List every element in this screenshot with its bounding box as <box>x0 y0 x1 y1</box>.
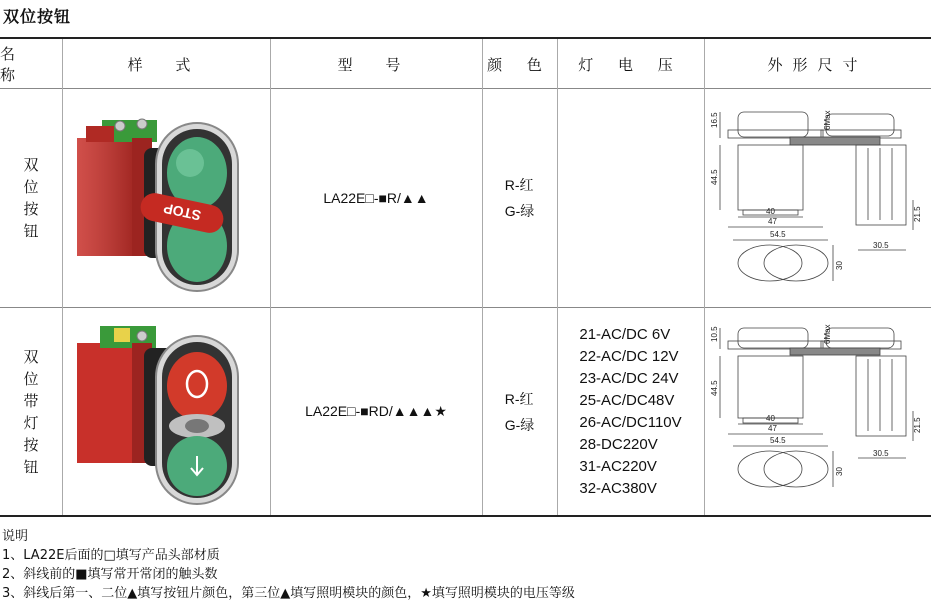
dim-w2: 47 <box>768 217 777 226</box>
row1-name-char: 按 <box>23 200 39 218</box>
dim-s2: 30.5 <box>873 449 889 458</box>
color-green: G-绿 <box>504 416 535 433</box>
notes <box>2 527 575 603</box>
voltage-option: 21-AC/DC 6V <box>579 325 671 343</box>
row2-model: LA22E□-■RD/▲▲▲★ <box>305 403 447 419</box>
dim-s1: 21.5 <box>913 206 922 222</box>
dim-d: 30 <box>835 261 844 270</box>
dim-w3: 54.5 <box>770 436 786 445</box>
row1-name <box>0 89 62 307</box>
dim-s1: 21.5 <box>913 417 922 433</box>
header-dimensions: 外形尺寸 <box>767 55 868 74</box>
voltage-option: 32-AC380V <box>579 479 657 497</box>
color-red: R-红 <box>504 177 534 193</box>
dim-h2: 44.5 <box>710 169 719 185</box>
row1-dimension-drawing <box>708 100 928 300</box>
dim-d: 30 <box>835 467 844 476</box>
double-lamp-button-image <box>72 318 262 508</box>
dim-h2: 44.5 <box>710 380 719 396</box>
col-divider <box>62 39 63 515</box>
row2-name <box>0 308 62 515</box>
color-green: G-绿 <box>504 203 535 219</box>
row2-name-char: 位 <box>23 369 39 388</box>
page-title: 双位按钮 <box>3 7 72 26</box>
row2-name-char: 钮 <box>23 457 39 476</box>
dim-s2: 30.5 <box>873 241 889 250</box>
note-line: 1、LA22E后面的□填写产品头部材质 <box>2 548 220 563</box>
row2-colors <box>482 308 557 515</box>
dim-w1: 40 <box>766 207 775 216</box>
dim-max: 6Max <box>823 110 832 130</box>
col-divider <box>704 39 705 515</box>
header-voltage: 灯 电 压 <box>578 55 683 74</box>
notes-heading: 说明 <box>2 529 29 544</box>
header-style: 样 式 <box>127 55 205 74</box>
row2-name-char: 按 <box>23 435 39 454</box>
dim-max: 6Max <box>823 324 832 344</box>
row2-voltages <box>557 308 704 515</box>
row2-name-char: 灯 <box>23 413 39 432</box>
color-red: R-红 <box>504 390 534 407</box>
row2-name-char: 双 <box>23 347 39 366</box>
dim-w3: 54.5 <box>770 230 786 239</box>
note-line: 3、斜线后第一、二位▲填写按钮片颜色，第三位▲填写照明模块的颜色，★填写照明模块的电压等级 <box>2 586 575 601</box>
row1-model: LA22E□-■R/▲▲ <box>323 190 429 206</box>
voltage-option: 26-AC/DC110V <box>579 413 682 431</box>
row1-name-char: 双 <box>23 156 39 174</box>
voltage-option: 25-AC/DC48V <box>579 391 675 409</box>
dim-w2: 47 <box>768 424 777 433</box>
row2-name-char: 带 <box>23 391 39 410</box>
voltage-option: 22-AC/DC 12V <box>579 347 679 365</box>
stop-label: STOP <box>162 200 203 224</box>
dim-h1: 10.5 <box>710 326 719 342</box>
voltage-option: 28-DC220V <box>579 435 658 453</box>
row2-dimension-drawing <box>708 316 928 506</box>
double-button-image <box>72 98 262 298</box>
header-model: 型 号 <box>337 55 415 74</box>
row1-name-char: 位 <box>23 178 39 196</box>
voltage-option: 23-AC/DC 24V <box>579 369 679 387</box>
row1-colors <box>482 89 557 307</box>
header-color: 颜 色 <box>487 55 552 74</box>
header-name: 名 称 <box>0 45 26 84</box>
dim-w1: 40 <box>766 414 775 423</box>
voltage-option: 31-AC220V <box>579 457 657 475</box>
note-line: 2、斜线前的■填写常开常闭的触头数 <box>2 567 218 582</box>
table-bottom-border <box>0 515 931 517</box>
dim-h1: 16.5 <box>710 112 719 128</box>
row1-name-char: 钮 <box>23 222 39 240</box>
